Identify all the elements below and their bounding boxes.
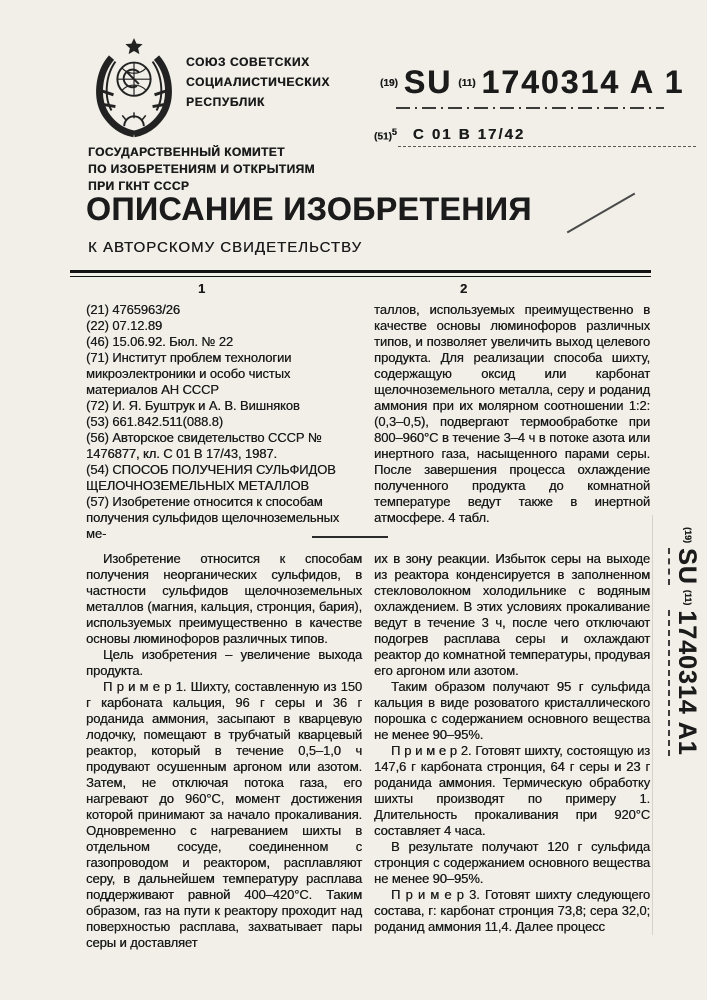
ipc-classification [374, 126, 525, 143]
union-name-line: СОЦИАЛИСТИЧЕСКИХ [186, 75, 330, 89]
committee-line: ГОСУДАРСТВЕННЫЙ КОМИТЕТ [88, 145, 285, 159]
committee-line: ПО ИЗОБРЕТЕНИЯМ И ОТКРЫТИЯМ [88, 162, 315, 176]
ipc-class-value: С 01 В 17/42 [412, 126, 526, 143]
page-subtitle: К АВТОРСКОМУ СВИДЕТЕЛЬСТВУ [88, 239, 363, 256]
sidebar-country-code: SU [668, 548, 701, 585]
sidebar-publication-number: 1740314 A1 [668, 610, 701, 755]
union-name-line: РЕСПУБЛИК [186, 95, 265, 109]
biblio-entry-53: (53) 661.842.511(088.8) [86, 414, 223, 429]
body-right-column [374, 551, 650, 951]
biblio-entry-56: (56) Авторское свидетельство СССР № 1476877, кл. С 01 В 17/43, 1987. [86, 430, 322, 461]
abstract-continuation: таллов, используемых преимущественно в качестве основы люминофоров различных типов, и позволяет увеличить выход целевого продукта. Для реализации способа шихту, содержащую оксид или карбонат щелочноземельного металла, серу и роданид аммония при их молярном соотношении 1:2:(0,3–0,5), подвергают термообработке при 800–960°С в течение 3–4 ч в потоке азота или инертного газа, насыщенного парами серы. После завершения процесса охлаждение полученного продукта до комнатной температуре ведут также в инертной атмосфере. 4 табл. [374, 302, 650, 525]
number-underline [396, 107, 664, 109]
column-marker-1: 1 [198, 281, 206, 296]
biblio-entry-22: (22) 07.12.89 [86, 318, 163, 333]
body-paragraph: Цель изобретения – увеличение выхода продукта. [86, 647, 362, 678]
code-51-label: $(51)^5$ [374, 126, 397, 142]
biblio-entry-54-title: (54) СПОСОБ ПОЛУЧЕНИЯ СУЛЬФИДОВ ЩЕЛОЧНОЗЕМЕЛЬНЫХ МЕТАЛЛОВ [86, 462, 336, 493]
body-paragraph: их в зону реакции. Избыток серы на выходе из реактора конденсируется в заполненном стекловолокном холодильнике с водяным охлаждением. В этих условиях прокаливание ведут в течение 3 ч, после чего отключают подогрев расплава серы и охлаждают реактор до комнатной температуры, продувая его аргоном или азотом. [374, 551, 650, 678]
body-left-column [86, 551, 362, 951]
biblio-abstract-section [86, 302, 650, 542]
body-paragraph: Изобретение относится к способам получения неорганических сульфидов, в частности сульфидов щелочноземельных металлов (магния, кальция, стронция, бария), используемых преимущественно в качестве основы люминофоров различных типов. [86, 551, 362, 646]
union-name [186, 52, 330, 112]
biblio-entry-71: (71) Институт проблем технологии микроэлектроники и особо чистых материалов АН СССР [86, 350, 292, 397]
biblio-entry-57-abstract-start: (57) Изобретение относится к способам получения сульфидов щелочноземельных ме- [86, 494, 340, 541]
abstract-column [374, 302, 650, 542]
country-code: SU [403, 64, 453, 100]
biblio-entry-72: (72) И. Я. Буштрук и А. В. Вишняков [86, 398, 300, 413]
pen-stroke-mark [567, 193, 636, 234]
biblio-column [86, 302, 362, 542]
document-number [374, 64, 684, 101]
biblio-entry-21: (21) 4765963/26 [86, 302, 180, 317]
biblio-entry-46: (46) 15.06.92. Бюл. № 22 [86, 334, 233, 349]
page-title: ОПИСАНИЕ ИЗОБРЕТЕНИЯ [86, 191, 532, 227]
body-paragraph: В результате получают 120 г сульфида стронция с содержанием основного вещества не менее 90–95%. [374, 839, 650, 886]
column-marker-2: 2 [460, 281, 468, 296]
sidebar-code-19: (19) [683, 527, 693, 544]
code-11-label: (11) [458, 78, 476, 89]
body-paragraph: Таким образом получают 95 г сульфида кальция в виде розоватого кристаллического порошка с содержанием основного вещества не менее 90–95%. [374, 679, 650, 742]
section-divider [312, 536, 388, 538]
body-paragraph-example-2: П р и м е р 2. Готовят шихту, состоящую из 147,6 г карбоната стронция, 64 г серы и 23 г роданида аммония. Термическую обработку шихты производят по примеру 1. Длительность прокаливания при 920°С составляет 4 часа. [374, 743, 650, 838]
page-fold-line [652, 515, 653, 935]
ipc-underline [398, 146, 696, 147]
committee-name [88, 144, 315, 195]
union-name-line: СОЮЗ СОВЕТСКИХ [186, 55, 310, 69]
body-section [86, 551, 650, 951]
code-19-label: (19) [380, 78, 398, 89]
body-paragraph-example-3: П р и м е р 3. Готовят шихту следующего состава, г: карбонат стронция 73,8; сера 32,0; роданид аммония 11,4. Далее процесс [374, 887, 650, 934]
header-divider [70, 270, 651, 277]
ussr-coat-of-arms-icon [90, 36, 178, 138]
body-paragraph-example-1: П р и м е р 1. Шихту, составленную из 150 г карбоната кальция, 96 г серы и 36 г роданида аммония, засыпают в кварцевую лодочку, помещают в трубчатый кварцевый реактор, который в течение 0,5–1,0 ч продувают осушенным аргоном или азотом. Затем, не отключая потока газа, его нагревают до 960°С, момент достижения которой принимают за начало прокаливания. Одновременно с нагреванием шихты в отдельном сосуде, соединенном с газопроводом и реактором, расплавляют серу, в дальнейшем температуру расплава поддерживают равной 400–420°С. Таким образом, газ на пути к реактору проходит над поверхностью расплава, захватывает пары серы и доставляет [86, 679, 362, 950]
committee-line: ПРИ ГКНТ СССР [88, 179, 190, 193]
publication-number: 1740314 A 1 [481, 64, 685, 100]
sidebar-code-11: (11) [683, 589, 693, 606]
